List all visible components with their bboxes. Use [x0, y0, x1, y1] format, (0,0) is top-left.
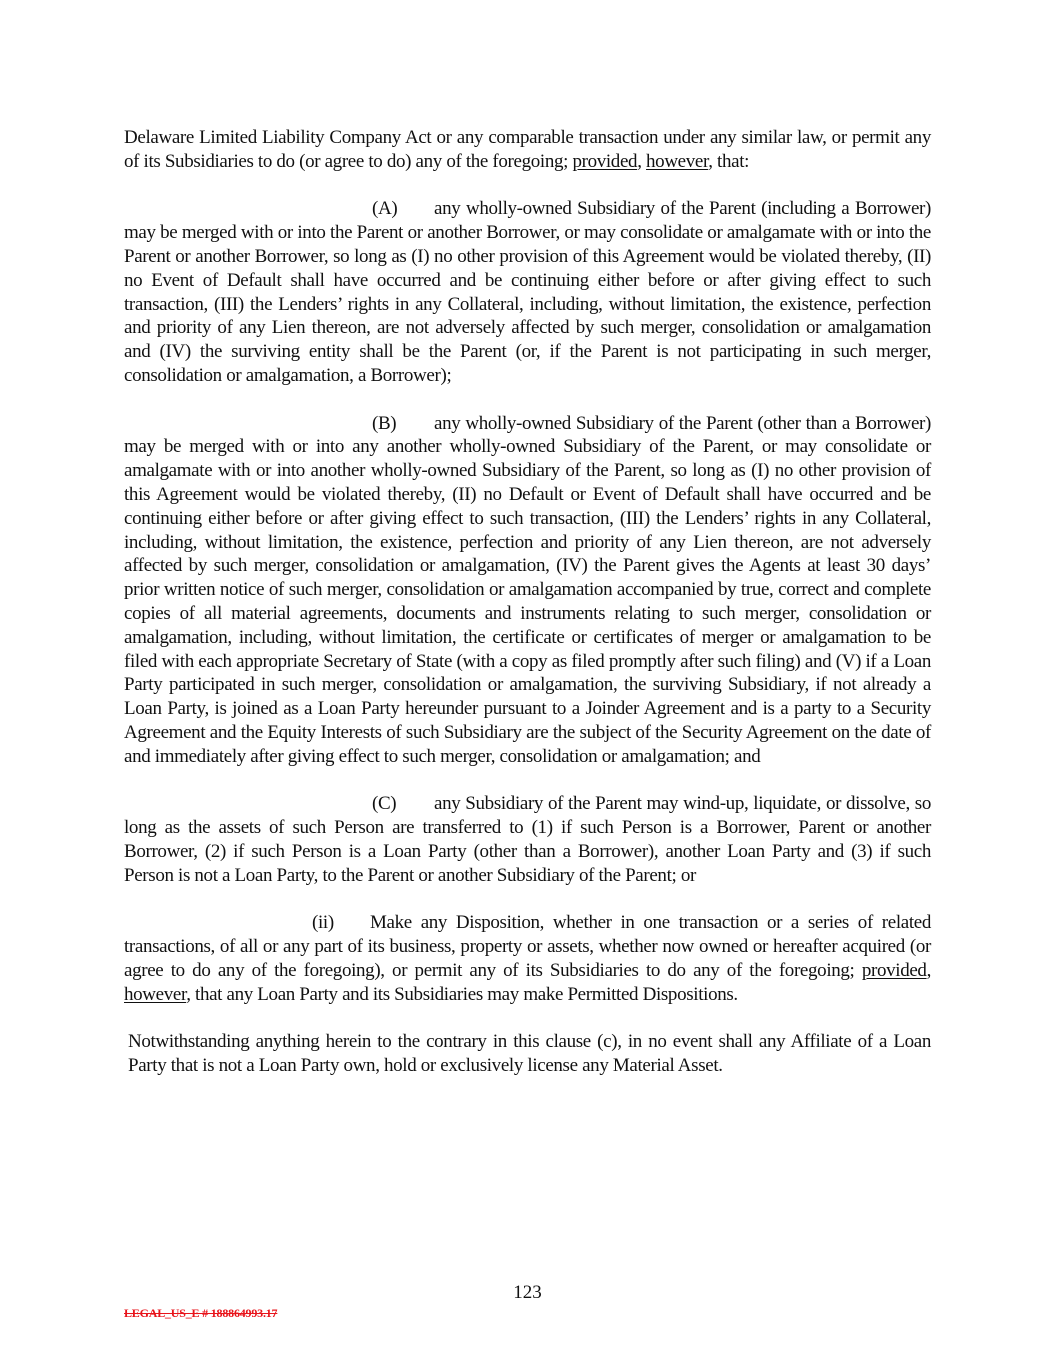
clause-a: [124, 197, 931, 387]
clause-label: (B): [372, 412, 397, 434]
clause-label: (A): [372, 198, 398, 220]
however-term: however: [124, 983, 187, 1005]
document-page: [124, 126, 931, 1078]
clause-b: [124, 412, 931, 769]
intro-paragraph: Delaware Limited Liability Company Act or any comparable transaction under any similar law, or permit any of its Subsidiaries to do (or agree to do) any of the foregoing; provided, however, that:: [124, 127, 931, 172]
however-term: however: [646, 150, 709, 172]
provided-term: provided: [861, 959, 927, 981]
clause-text: any wholly-owned Subsidiary of the Parent (other than a Borrower) may be merged with or into any another wholly-owned Subsidiary of the Parent, or may consolidate or amalgamate with or into another wholly-owned Subsidiary of the Parent, so long as (I) no other provision of this Agreement would be violated thereby, (II) no Default or Event of Default shall have occurred and be continuing either before or after giving effect to such transaction, (III) the Lenders’ rights in any Collateral, including, without limitation, the existence, perfection and priority of any Lien thereon, are not adversely affected by such merger, consolidation or amalgamation, (IV) the Parent gives the Agents at least 30 days’ prior written notice of such merger, consolidation or amalgamation accompanied by true, correct and complete copies of all material agreements, documents and instruments relating to such merger, consolidation or amalgamation, including, without limitation, the certificate or certificates of merger or amalgamation to be filed with each appropriate Secretary of State (with a copy as filed promptly after such filing) and (V) if a Loan Party participated in such merger, consolidation or amalgamation, the surviving Subsidiary, if not already a Loan Party, is joined as a Loan Party hereunder pursuant to a Joinder Agreement and is a party to a Security Agreement and the Equity Interests of such Subsidiary are the subject of the Security Agreement on the date of and immediately after giving effect to such merger, consolidation or amalgamation; and: [124, 412, 931, 767]
provided-term: provided: [572, 150, 638, 172]
page-number: 123: [513, 1282, 542, 1303]
clause-c: [124, 792, 931, 887]
clause-text: any Subsidiary of the Parent may wind-up, liquidate, or dissolve, so long as the assets of such Person are transferred to (1) if such Person is a Borrower, Parent or another Borrower, (2) if such Person is a Loan Party (other than a Borrower), another Loan Party and (3) if such Person is not a Loan Party, to the Parent or another Subsidiary of the Parent; or: [124, 793, 931, 886]
clause-text: any wholly-owned Subsidiary of the Parent (including a Borrower) may be merged with or into the Parent or another Borrower, or may consolidate or amalgamate with or into the Parent or another Borrower, so long as (I) no other provision of this Agreement would be violated thereby, (II) no Event of Default shall have occurred and be continuing either before or after giving effect to such transaction, (III) the Lenders’ rights in any Collateral, including, without limitation, the existence, perfection and priority of any Lien thereon, are not adversely affected by such merger, consolidation or amalgamation and (IV) the surviving entity shall be the Parent (or, if the Parent is not participating in such merger, consolidation or amalgamation, a Borrower);: [124, 198, 931, 386]
section-ii: (ii) Make any Disposition, whether in one transaction or a series of related transactions, of all or any part of its business, property or assets, whether now owned or hereafter acquired (or agree to do any of the foregoing), or permit any of its Subsidiaries to do any of the foregoing; provided, however, that any Loan Party and its Subsidiaries may make Permitted Dispositions.: [124, 912, 931, 1005]
closing-paragraph: Notwithstanding anything herein to the contrary in this clause (c), in no event shall any Affiliate of a Loan Party that is not a Loan Party own, hold or exclusively license any Material Asset.: [128, 1031, 931, 1077]
document-id: LEGAL_US_E # 188864993.17: [124, 1306, 278, 1320]
clause-label: (C): [372, 793, 397, 815]
section-label: (ii): [312, 912, 334, 934]
